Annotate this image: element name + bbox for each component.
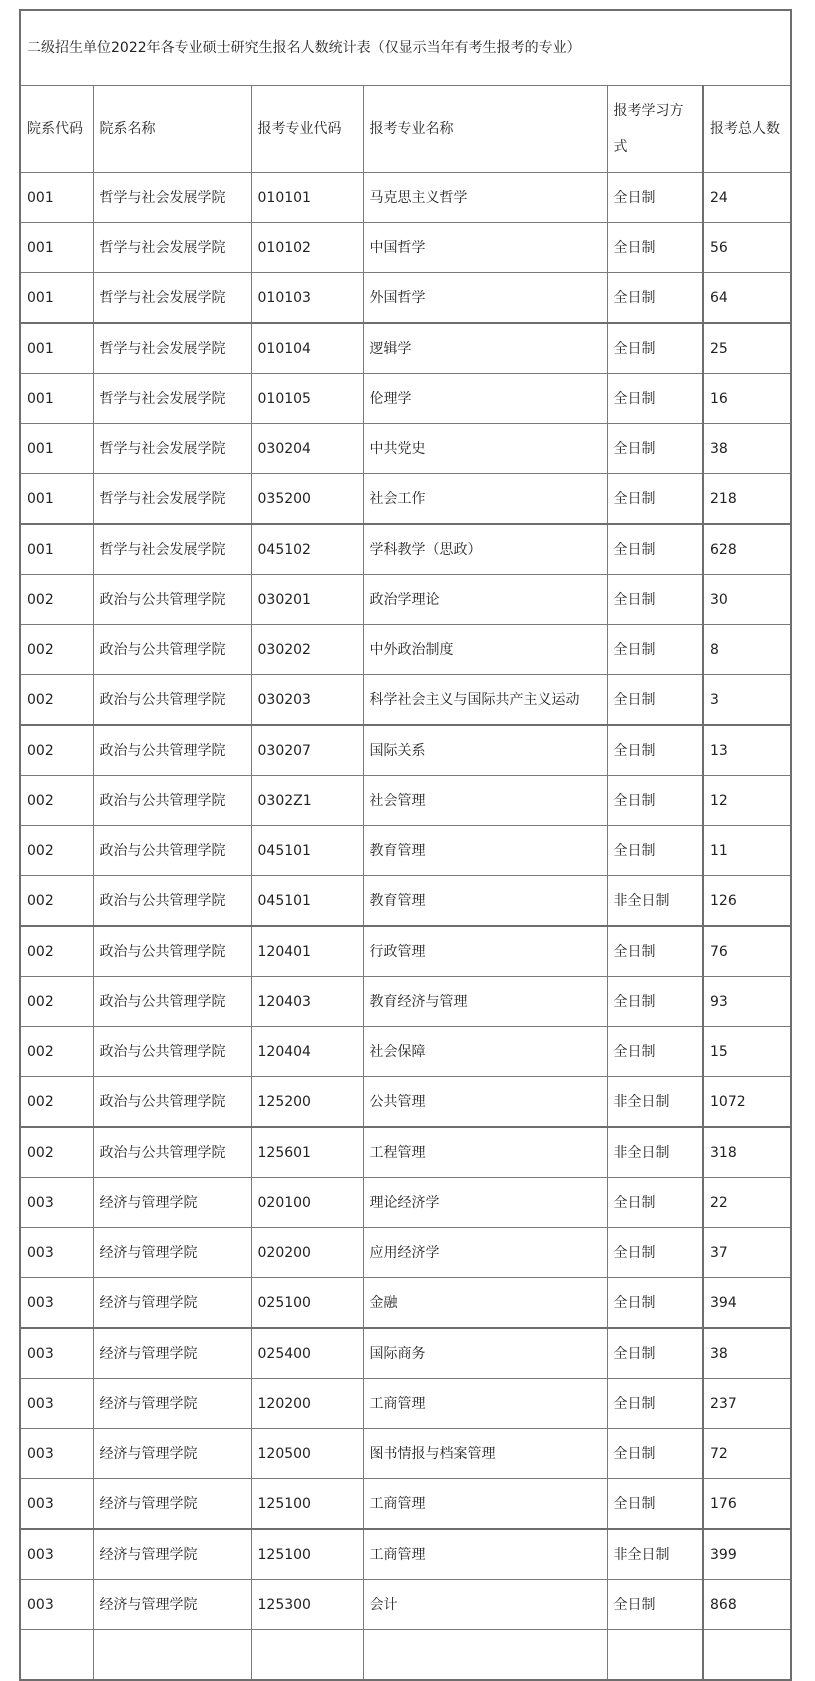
cell-dept-code: 002 [20, 625, 93, 675]
cell-major-code: 010101 [251, 173, 363, 223]
cell-dept-code: 002 [20, 826, 93, 876]
cell-total: 394 [703, 1278, 791, 1329]
cell-major-code: 125100 [251, 1529, 363, 1580]
cell-total: 24 [703, 173, 791, 223]
cell-major-code: 045102 [251, 524, 363, 575]
cell-major-code: 120401 [251, 926, 363, 977]
cell-dept-name: 政治与公共管理学院 [93, 876, 251, 927]
cell-major-name: 工商管理 [363, 1379, 607, 1429]
table-row [20, 1379, 791, 1429]
cell-total: 628 [703, 524, 791, 575]
cell-major-name: 社会保障 [363, 1027, 607, 1077]
cell-major-code: 020100 [251, 1178, 363, 1228]
cell-total: 64 [703, 273, 791, 324]
cell-dept-name: 经济与管理学院 [93, 1228, 251, 1278]
table-row [20, 1027, 791, 1077]
cell-dept-name: 哲学与社会发展学院 [93, 524, 251, 575]
table-row [20, 575, 791, 625]
cell-major-code: 0302Z1 [251, 776, 363, 826]
table-row [20, 374, 791, 424]
cell-total: 30 [703, 575, 791, 625]
cell-dept-code: 002 [20, 675, 93, 726]
cell-major-code: 120200 [251, 1379, 363, 1429]
cell-total: 37 [703, 1228, 791, 1278]
table-row [20, 424, 791, 474]
cell-total: 76 [703, 926, 791, 977]
cell-dept-name: 哲学与社会发展学院 [93, 273, 251, 324]
cell-dept-code: 001 [20, 173, 93, 223]
cell-major-code: 120404 [251, 1027, 363, 1077]
table-row [20, 1529, 791, 1580]
cell-major-name: 理论经济学 [363, 1178, 607, 1228]
cell-study-mode: 全日制 [607, 926, 703, 977]
cell-study-mode [607, 1630, 703, 1681]
cell-dept-name: 经济与管理学院 [93, 1479, 251, 1530]
cell-major-code: 010105 [251, 374, 363, 424]
cell-dept-code: 001 [20, 323, 93, 374]
cell-study-mode: 全日制 [607, 1379, 703, 1429]
cell-study-mode: 全日制 [607, 173, 703, 223]
cell-dept-name: 哲学与社会发展学院 [93, 173, 251, 223]
cell-major-name: 政治学理论 [363, 575, 607, 625]
cell-dept-name: 政治与公共管理学院 [93, 826, 251, 876]
table-title: 二级招生单位2022年各专业硕士研究生报名人数统计表（仅显示当年有考生报考的专业） [20, 10, 791, 86]
cell-dept-name: 经济与管理学院 [93, 1379, 251, 1429]
cell-major-code: 035200 [251, 474, 363, 525]
cell-study-mode: 全日制 [607, 675, 703, 726]
cell-study-mode: 全日制 [607, 776, 703, 826]
cell-total: 176 [703, 1479, 791, 1530]
cell-total: 8 [703, 625, 791, 675]
cell-study-mode: 全日制 [607, 374, 703, 424]
cell-study-mode: 非全日制 [607, 1127, 703, 1178]
cell-dept-code: 003 [20, 1328, 93, 1379]
table-row [20, 1479, 791, 1530]
cell-study-mode: 全日制 [607, 977, 703, 1027]
cell-total: 868 [703, 1580, 791, 1630]
cell-major-name: 国际关系 [363, 725, 607, 776]
table-row [20, 675, 791, 726]
cell-total [703, 1630, 791, 1681]
cell-study-mode: 非全日制 [607, 1077, 703, 1128]
cell-major-code: 025100 [251, 1278, 363, 1329]
table-header-row [20, 86, 791, 173]
cell-major-code: 010104 [251, 323, 363, 374]
cell-study-mode: 全日制 [607, 575, 703, 625]
cell-major-name: 金融 [363, 1278, 607, 1329]
table-row [20, 273, 791, 324]
cell-major-code: 010103 [251, 273, 363, 324]
cell-major-code [251, 1630, 363, 1681]
table-row [20, 474, 791, 525]
cell-dept-name: 政治与公共管理学院 [93, 575, 251, 625]
cell-dept-code: 002 [20, 1077, 93, 1128]
cell-dept-code: 002 [20, 1127, 93, 1178]
cell-major-code: 120403 [251, 977, 363, 1027]
cell-dept-code: 001 [20, 474, 93, 525]
cell-total: 16 [703, 374, 791, 424]
cell-dept-name: 政治与公共管理学院 [93, 675, 251, 726]
cell-major-name: 教育管理 [363, 876, 607, 927]
cell-major-code: 010102 [251, 223, 363, 273]
cell-dept-name: 经济与管理学院 [93, 1278, 251, 1329]
cell-dept-code: 002 [20, 776, 93, 826]
cell-major-name: 公共管理 [363, 1077, 607, 1128]
cell-total: 22 [703, 1178, 791, 1228]
cell-total: 15 [703, 1027, 791, 1077]
cell-dept-code: 002 [20, 977, 93, 1027]
cell-study-mode: 全日制 [607, 1228, 703, 1278]
cell-major-code: 125601 [251, 1127, 363, 1178]
cell-study-mode: 非全日制 [607, 1529, 703, 1580]
table-row [20, 876, 791, 927]
cell-major-name: 国际商务 [363, 1328, 607, 1379]
cell-study-mode: 全日制 [607, 223, 703, 273]
table-row [20, 173, 791, 223]
cell-study-mode: 全日制 [607, 725, 703, 776]
cell-dept-name: 政治与公共管理学院 [93, 725, 251, 776]
cell-study-mode: 全日制 [607, 1429, 703, 1479]
table-row [20, 1228, 791, 1278]
table-row [20, 926, 791, 977]
cell-total: 399 [703, 1529, 791, 1580]
cell-major-name: 逻辑学 [363, 323, 607, 374]
cell-dept-name: 哲学与社会发展学院 [93, 474, 251, 525]
cell-dept-name: 政治与公共管理学院 [93, 1077, 251, 1128]
cell-major-code: 030203 [251, 675, 363, 726]
table-row [20, 323, 791, 374]
table-row [20, 625, 791, 675]
cell-total: 38 [703, 1328, 791, 1379]
cell-dept-name: 政治与公共管理学院 [93, 625, 251, 675]
cell-dept-code: 003 [20, 1529, 93, 1580]
cell-total: 38 [703, 424, 791, 474]
cell-major-name: 教育经济与管理 [363, 977, 607, 1027]
cell-major-name: 马克思主义哲学 [363, 173, 607, 223]
cell-dept-code: 003 [20, 1379, 93, 1429]
cell-study-mode: 非全日制 [607, 876, 703, 927]
table-row [20, 223, 791, 273]
cell-major-code: 125300 [251, 1580, 363, 1630]
cell-major-code: 125200 [251, 1077, 363, 1128]
cell-dept-name: 政治与公共管理学院 [93, 926, 251, 977]
cell-dept-code: 003 [20, 1429, 93, 1479]
cell-major-name: 中外政治制度 [363, 625, 607, 675]
cell-dept-name: 经济与管理学院 [93, 1178, 251, 1228]
cell-dept-code: 001 [20, 273, 93, 324]
cell-study-mode: 全日制 [607, 273, 703, 324]
cell-study-mode: 全日制 [607, 1278, 703, 1329]
cell-dept-name: 经济与管理学院 [93, 1429, 251, 1479]
cell-major-name: 学科教学（思政） [363, 524, 607, 575]
cell-major-name: 图书情报与档案管理 [363, 1429, 607, 1479]
cell-major-code: 025400 [251, 1328, 363, 1379]
cell-major-name: 科学社会主义与国际共产主义运动 [363, 675, 607, 726]
cell-total: 318 [703, 1127, 791, 1178]
table-row [20, 725, 791, 776]
cell-study-mode: 全日制 [607, 1027, 703, 1077]
table-row [20, 1328, 791, 1379]
cell-dept-code [20, 1630, 93, 1681]
header-dept-name: 院系名称 [93, 86, 251, 173]
cell-dept-code: 001 [20, 374, 93, 424]
cell-dept-name: 经济与管理学院 [93, 1328, 251, 1379]
cell-dept-name: 哲学与社会发展学院 [93, 374, 251, 424]
cell-dept-code: 003 [20, 1278, 93, 1329]
cell-study-mode: 全日制 [607, 625, 703, 675]
cell-total: 237 [703, 1379, 791, 1429]
cell-major-name: 社会工作 [363, 474, 607, 525]
cell-study-mode: 全日制 [607, 1178, 703, 1228]
enrollment-stats-table [19, 9, 792, 1681]
cell-major-name: 中共党史 [363, 424, 607, 474]
cell-total: 93 [703, 977, 791, 1027]
cell-major-code: 045101 [251, 876, 363, 927]
cell-dept-code: 001 [20, 524, 93, 575]
cell-total: 12 [703, 776, 791, 826]
cell-major-name: 工程管理 [363, 1127, 607, 1178]
header-major-code: 报考专业代码 [251, 86, 363, 173]
table-row [20, 1278, 791, 1329]
cell-dept-code: 001 [20, 424, 93, 474]
cell-dept-name: 政治与公共管理学院 [93, 977, 251, 1027]
cell-dept-name [93, 1630, 251, 1681]
table-row [20, 977, 791, 1027]
cell-dept-code: 003 [20, 1580, 93, 1630]
cell-total: 11 [703, 826, 791, 876]
cell-dept-code: 003 [20, 1228, 93, 1278]
table-title-row [20, 10, 791, 86]
cell-study-mode: 全日制 [607, 1479, 703, 1530]
header-major-name: 报考专业名称 [363, 86, 607, 173]
cell-major-code: 030207 [251, 725, 363, 776]
cell-dept-code: 003 [20, 1178, 93, 1228]
table-row [20, 524, 791, 575]
cell-major-name: 会计 [363, 1580, 607, 1630]
cell-dept-name: 政治与公共管理学院 [93, 1027, 251, 1077]
cell-total: 126 [703, 876, 791, 927]
cell-major-code: 030202 [251, 625, 363, 675]
cell-dept-name: 哲学与社会发展学院 [93, 424, 251, 474]
cell-major-code: 120500 [251, 1429, 363, 1479]
cell-dept-name: 政治与公共管理学院 [93, 1127, 251, 1178]
cell-major-name: 应用经济学 [363, 1228, 607, 1278]
cell-total: 72 [703, 1429, 791, 1479]
cell-dept-code: 002 [20, 1027, 93, 1077]
cell-total: 56 [703, 223, 791, 273]
header-study-mode: 报考学习方式 [607, 86, 703, 173]
cell-study-mode: 全日制 [607, 323, 703, 374]
cell-major-name: 工商管理 [363, 1529, 607, 1580]
cell-total: 218 [703, 474, 791, 525]
cell-study-mode: 全日制 [607, 1328, 703, 1379]
table-row [20, 1127, 791, 1178]
cell-dept-name: 政治与公共管理学院 [93, 776, 251, 826]
cell-major-code: 030201 [251, 575, 363, 625]
table-row [20, 1630, 791, 1681]
cell-major-name: 行政管理 [363, 926, 607, 977]
cell-major-code: 125100 [251, 1479, 363, 1530]
table-row [20, 1178, 791, 1228]
header-dept-code: 院系代码 [20, 86, 93, 173]
cell-major-name: 工商管理 [363, 1479, 607, 1530]
cell-major-name: 外国哲学 [363, 273, 607, 324]
cell-dept-code: 001 [20, 223, 93, 273]
cell-major-name [363, 1630, 607, 1681]
cell-study-mode: 全日制 [607, 826, 703, 876]
cell-dept-code: 002 [20, 876, 93, 927]
cell-major-name: 教育管理 [363, 826, 607, 876]
cell-dept-name: 哲学与社会发展学院 [93, 323, 251, 374]
cell-study-mode: 全日制 [607, 424, 703, 474]
cell-major-name: 社会管理 [363, 776, 607, 826]
cell-total: 1072 [703, 1077, 791, 1128]
cell-study-mode: 全日制 [607, 1580, 703, 1630]
table-row [20, 1429, 791, 1479]
cell-major-code: 030204 [251, 424, 363, 474]
cell-dept-name: 哲学与社会发展学院 [93, 223, 251, 273]
table-row [20, 1580, 791, 1630]
cell-total: 13 [703, 725, 791, 776]
cell-dept-name: 经济与管理学院 [93, 1529, 251, 1580]
cell-study-mode: 全日制 [607, 524, 703, 575]
table-row [20, 1077, 791, 1128]
header-total: 报考总人数 [703, 86, 791, 173]
cell-dept-code: 002 [20, 926, 93, 977]
cell-total: 3 [703, 675, 791, 726]
table-row [20, 826, 791, 876]
cell-dept-code: 003 [20, 1479, 93, 1530]
cell-total: 25 [703, 323, 791, 374]
table-row [20, 776, 791, 826]
cell-dept-code: 002 [20, 575, 93, 625]
cell-major-code: 020200 [251, 1228, 363, 1278]
cell-major-name: 中国哲学 [363, 223, 607, 273]
cell-dept-code: 002 [20, 725, 93, 776]
cell-dept-name: 经济与管理学院 [93, 1580, 251, 1630]
cell-major-name: 伦理学 [363, 374, 607, 424]
cell-major-code: 045101 [251, 826, 363, 876]
cell-study-mode: 全日制 [607, 474, 703, 525]
